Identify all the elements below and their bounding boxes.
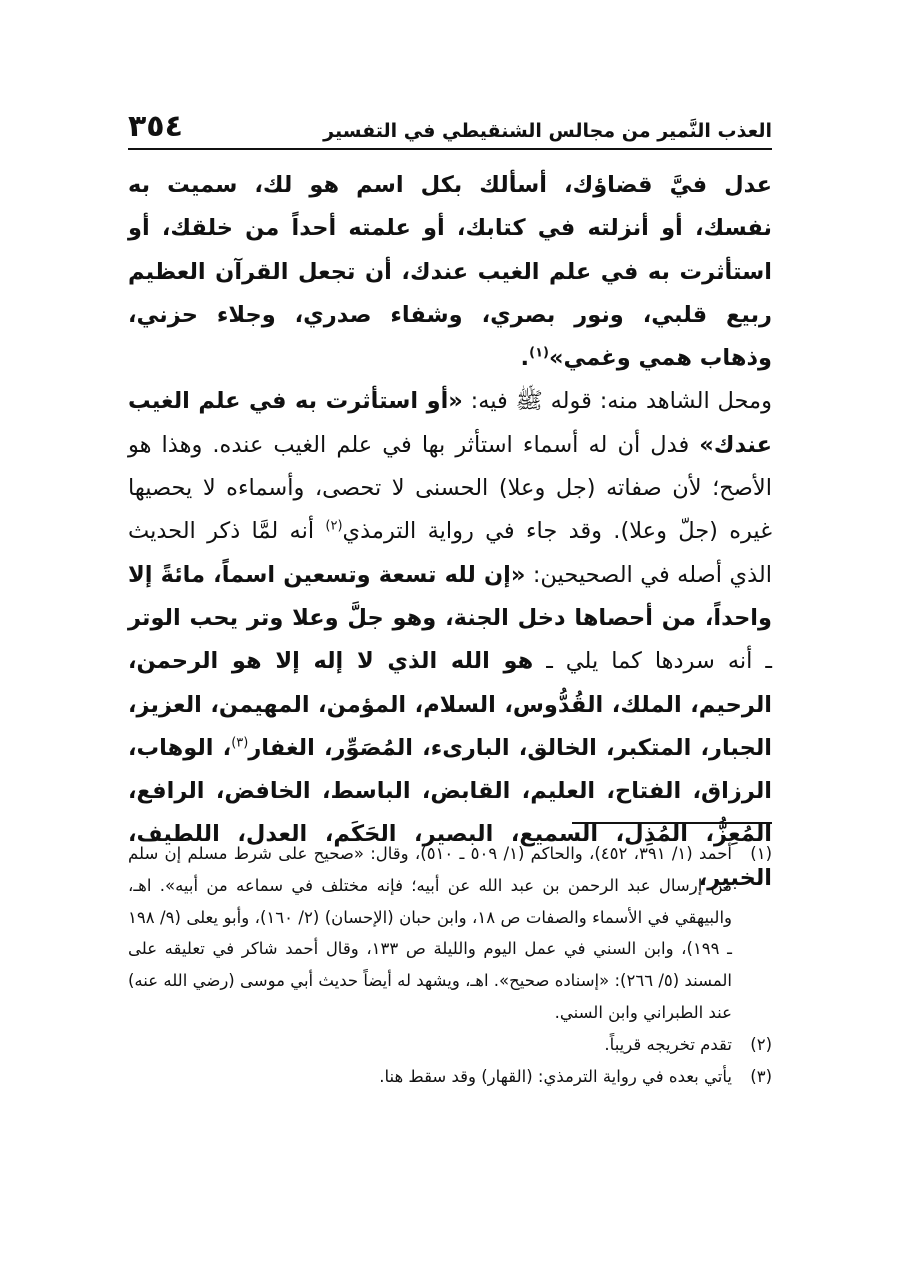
footnote-1: [128, 838, 772, 1029]
footnote-2: [128, 1029, 772, 1061]
footnote-number: (١): [750, 844, 772, 863]
footnotes: [128, 838, 772, 1092]
footnote-text: تقدم تخريجه قريباً.: [604, 1034, 732, 1054]
paragraph-1: [128, 164, 772, 380]
footnote-ref-1[interactable]: (١): [529, 345, 549, 361]
footnote-3: [128, 1061, 772, 1093]
names-list: هو الله الذي لا إله إلا هو الرحمن، الرحيم، الملك، القُدُّوس، السلام، المؤمن، المهيمن، العزيز، الجبار، المتكبر، الخالق، البارىء، المُصَوِّر، الغفار: [128, 648, 772, 761]
footnote-text: يأتي بعده في رواية الترمذي: (القهار) وقد سقط هنا.: [379, 1066, 732, 1086]
paragraph-2-transition: أنه لمَّا ذكر الحديث الذي أصله في الصحيحين:: [128, 518, 773, 588]
running-title: العذب النَّمير من مجالس الشنقيطي في التفسير: [323, 120, 772, 142]
hadith-text: عدل فيَّ قضاؤك، أسألك بكل اسم هو لك، سميت به نفسك، أو أنزلته في كتابك، أو علمته أحداً من خلقك، أو استأثرت به في علم الغيب عندك، أن تجعل القرآن العظيم ربيع قلبي، ونور بصري، وشفاء صدري، وجلاء حزني، وذهاب همي وغمي»: [128, 172, 772, 372]
footnote-separator: [572, 822, 772, 824]
main-text: [128, 164, 772, 900]
footnote-number: (٣): [750, 1066, 772, 1086]
paragraph-2-intro: ومحل الشاهد منه: قوله ﷺ فيه:: [462, 388, 772, 415]
footnote-number: (٢): [750, 1034, 772, 1054]
paragraph-2-explanation: فدل أن له أسماء استأثر بها في علم الغيب عنده. وهذا هو الأصح؛ لأن صفاته (جل وعلا) الحسنى لا تحصى، وأسماءه لا يحصيها غيره (جلّ وعلا). وقد جاء في رواية الترمذي: [128, 431, 772, 545]
period: .: [520, 345, 530, 372]
hadith-quote: «إن لله تسعة وتسعين اسماً، مائةً إلا واحداً، من أحصاها دخل الجنة، وهو جلَّ وعلا وتر يحب الوتر: [128, 561, 772, 631]
footnote-ref-3[interactable]: (٣): [231, 735, 249, 751]
page-header: [128, 104, 772, 150]
footnote-ref-2[interactable]: (٢): [325, 518, 343, 534]
narration-aside: ـ أنه سردها كما يلي ـ: [533, 648, 772, 675]
names-list-continued: ، الوهاب، الرزاق، الفتاح، العليم، القابض، الباسط، الخافض، الرافع، المُعِزُّ، المُذِل، السميع، البصير، الحَكَم، العدل، اللطيف، الخبير،: [128, 734, 772, 891]
footnote-text: أحمد (١/ ٣٩١، ٤٥٢)، والحاكم (١/ ٥٠٩ ـ ٥١٠)، وقال: «صحيح على شرط مسلم إن سلم من إرسال عبد الرحمن بن عبد الله عن أبيه؛ فإنه مختلف في سماعه من أبيه». اهـ، والبيهقي في الأسماء والصفات ص ١٨، وابن حبان (الإحسان) (٢/ ١٦٠)، وأبو يعلى (٩/ ١٩٨ ـ ١٩٩)، وابن السني في عمل اليوم والليلة ص ١٣٣، وقال أحمد شاكر في تعليقه على المسند (٥/ ٢٦٦): «إسناده صحيح». اهـ، ويشهد له أيضاً حديث أبي موسى (رضي الله عنه) عند الطبراني وابن السني.: [128, 844, 732, 1022]
page-number: ٣٥٤: [128, 109, 183, 144]
quoted-phrase: «أو استأثرت به في علم الغيب عندك»: [128, 388, 772, 458]
